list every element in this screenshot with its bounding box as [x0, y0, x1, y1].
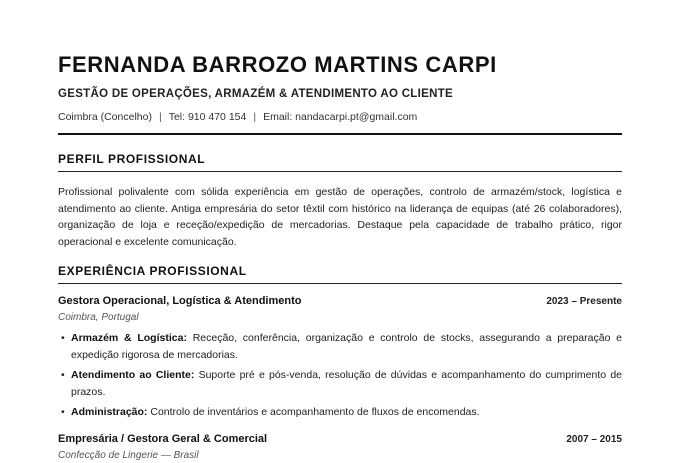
candidate-name: FERNANDA BARROZO MARTINS CARPI [58, 52, 497, 77]
job-location: Coimbra, Portugal [58, 312, 139, 323]
job-title: Empresária / Gestora Geral & Comercial [58, 432, 268, 445]
responsibility-label: Atendimento ao Cliente: [71, 369, 195, 381]
job-dates: 2007 – 2015 [566, 433, 622, 445]
responsibility-label: Administração: [71, 406, 148, 418]
profile-section-title: PERFIL PROFISSIONAL [58, 152, 206, 166]
header-divider [58, 133, 622, 135]
professional-headline: GESTÃO DE OPERAÇÕES, ARMAZÉM & ATENDIMENTO AO CLIENTE [58, 88, 453, 100]
job-responsibilities [58, 330, 622, 421]
responsibility-text: Suporte pré e pós-venda, resolução de dúvidas e acompanhamento do cumprimento de prazos. [71, 369, 623, 398]
contact-email: Email: nandacarpi.pt@gmail.com [263, 111, 418, 123]
job-header [58, 294, 622, 309]
list-item [58, 404, 622, 421]
bullet-icon: • [61, 406, 65, 418]
contact-location: Coimbra (Concelho) [58, 111, 152, 123]
job-header [58, 432, 622, 447]
list-item [58, 330, 622, 363]
responsibility-text: Controlo de inventários e acompanhamento de fluxos de encomendas. [150, 406, 480, 418]
experience-section-title: EXPERIÊNCIA PROFISSIONAL [58, 264, 247, 278]
contact-separator: | [158, 111, 162, 123]
bullet-icon: • [61, 332, 65, 344]
contact-phone: Tel: 910 470 154 [168, 111, 247, 123]
list-item [58, 367, 622, 400]
contact-separator: | [253, 111, 257, 123]
profile-summary: Profissional polivalente com sólida experiência em gestão de operações, controlo de armazém/stock, logística e atendimento ao cliente. Antiga empresária do setor têxtil com histórico na liderança de equipas (até 26 colaboradores), organização de loja e receção/expedição de mercadorias. Destaque pela capacidade de trabalho prático, rigor operacional e excelente comunicação. [58, 186, 622, 248]
responsibility-label: Armazém & Logística: [71, 332, 187, 344]
profile-section-divider [58, 171, 622, 172]
responsibility-text: Receção, conferência, organização e controlo de stocks, assegurando a preparação e expedição rigorosa de mercadorias. [71, 332, 622, 361]
contact-line [58, 110, 622, 124]
job-location: Confecção de Lingerie — Brasil [58, 449, 199, 461]
bullet-icon: • [61, 369, 65, 381]
job-dates: 2023 – Presente [546, 296, 622, 307]
job-title: Gestora Operacional, Logística & Atendimento [58, 295, 302, 307]
experience-section-divider [58, 283, 622, 284]
job-entry [58, 432, 622, 463]
experience-section-header [58, 264, 622, 284]
job-entry [58, 294, 622, 421]
profile-section-header [58, 152, 622, 172]
